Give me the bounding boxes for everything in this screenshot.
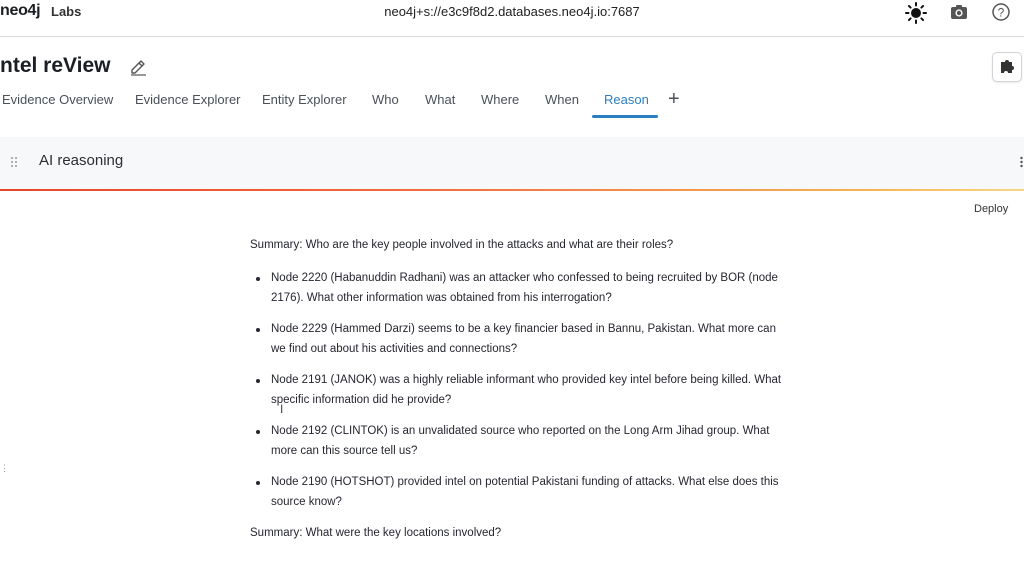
list-item: Node 2220 (Habanuddin Radhani) was an attacker who confessed to being recruited by BOR (node 2176). What other information was obtained from his interrogation? xyxy=(250,269,790,308)
edit-pencil-icon[interactable] xyxy=(129,57,149,77)
summary-text: Summary: What were the key locations involved? xyxy=(250,527,502,539)
svg-text:?: ? xyxy=(997,5,1005,20)
add-tab-icon[interactable]: + xyxy=(668,88,680,110)
connection-url: neo4j+s://e3c9f8d2.databases.neo4j.io:7687 xyxy=(384,4,640,19)
top-bar xyxy=(0,0,1024,37)
puzzle-icon xyxy=(993,53,1021,81)
drag-handle-icon[interactable] xyxy=(9,155,19,169)
extensions-button[interactable] xyxy=(992,52,1022,82)
panel-header xyxy=(0,137,1024,189)
resize-handle-icon[interactable]: ⋮ xyxy=(0,463,9,473)
help-icon[interactable] xyxy=(991,2,1011,22)
neo4j-logo: neo4j xyxy=(0,2,41,19)
dashboard-title[interactable]: ntel reView xyxy=(0,54,111,77)
list-item: Node 2191 (JANOK) was a highly reliable informant who provided key intel before being killed. What specific information did he provide? xyxy=(250,371,790,410)
reasoning-content xyxy=(0,191,1024,561)
tab-where[interactable]: Where xyxy=(481,92,520,107)
list-item: Node 2190 (HOTSHOT) provided intel on potential Pakistani funding of attacks. What else does this source know? xyxy=(250,473,790,512)
labs-label: Labs xyxy=(51,4,82,19)
list-item: Node 2192 (CLINTOK) is an unvalidated source who reported on the Long Arm Jihad group. What more can this source tell us? xyxy=(250,422,790,461)
text-cursor-icon: I xyxy=(280,402,284,416)
summary-text: Summary: Who are the key people involved in the attacks and what are their roles? xyxy=(250,239,674,251)
tab-evidence-explorer[interactable]: Evidence Explorer xyxy=(135,92,241,107)
camera-icon[interactable] xyxy=(949,2,969,22)
active-tab-indicator xyxy=(592,115,658,118)
panel-title: AI reasoning xyxy=(39,152,124,169)
tab-evidence-overview[interactable]: Evidence Overview xyxy=(2,92,114,107)
tab-when[interactable]: When xyxy=(545,92,579,107)
bullet-list xyxy=(250,269,790,524)
theme-sun-icon[interactable] xyxy=(905,2,925,22)
kebab-menu-icon[interactable] xyxy=(1019,155,1024,169)
tab-reason[interactable]: Reason xyxy=(604,92,649,107)
tab-who[interactable]: Who xyxy=(372,92,399,107)
tab-entity-explorer[interactable]: Entity Explorer xyxy=(262,92,347,107)
deploy-button[interactable]: Deploy xyxy=(974,203,1009,215)
dashboard-header xyxy=(0,37,1024,122)
list-item: Node 2229 (Hammed Darzi) seems to be a key financier based in Bannu, Pakistan. What more can we find out about his activities and connections? xyxy=(250,320,790,359)
tab-what[interactable]: What xyxy=(425,92,456,107)
